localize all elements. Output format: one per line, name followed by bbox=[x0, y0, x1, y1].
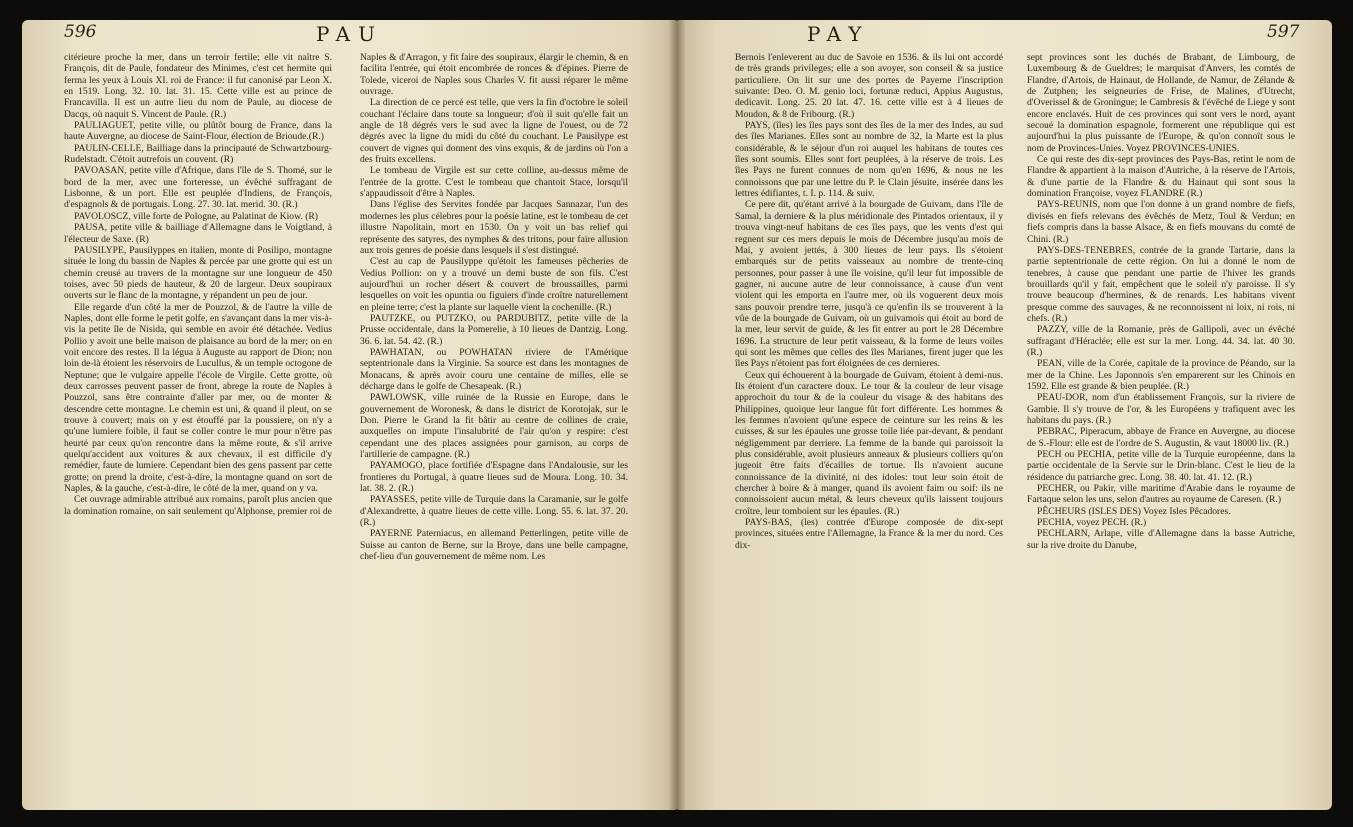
entry-paragraph: PAVOLOSCZ, ville forte de Pologne, au Palatinat de Kiow. (R) bbox=[74, 210, 318, 222]
entry-paragraph: PAYS-BAS, (les) contrée d'Europe composée de dix-sept provinces, situées entre l'Allemagne, la France & la mer du nord. Ces dix- bbox=[735, 517, 1003, 551]
entry-paragraph: PECH ou PECHIA, petite ville de la Turquie européenne, dans la partie occidentale de la Servie sur le Drin-blanc. C'est le lieu de la résidence du patriarche grec. Long. 38. 40. lat. 41. 12. (R.) bbox=[1027, 449, 1295, 483]
entry-paragraph: PAYERNE Paterniacus, en allemand Petterlingen, petite ville de Suisse au canton de Berne, sur la Broye, dans une belle campagne, chef-lieu d'un gouvernement de même nom. Les bbox=[360, 528, 628, 563]
entry-paragraph: PECHER, ou Pakir, ville maritime d'Arabie dans le royaume de Fartaque selon les uns, selon d'autres au royaume de Caresen. (R.) bbox=[1027, 483, 1295, 506]
entry-paragraph: PAYS-REUNIS, nom que l'on donne à un grand nombre de fiefs, divisés en fiefs relevans des évêchés de Metz, Toul & Verdun; en fiefs compris dans la basse Alsace, & en fiefs mouvans du comté de Chini. (R.) bbox=[1027, 199, 1295, 245]
entry-paragraph: Le tombeau de Virgile est sur cette colline, au-dessus même de l'entrée de la grotte. C'est le tombeau que chantoit Stace, lorsqu'il s'appaudissoit d'être à Naples. bbox=[360, 165, 628, 200]
right-page-number: 597 bbox=[1267, 22, 1300, 42]
left-column-2 bbox=[360, 52, 628, 562]
entry-paragraph: PAZZY, ville de la Romanie, près de Gallipoli, avec un évêché suffragant d'Héraclée; elle est sur la mer. Long. 44. 34. lat. 40 30. (R.) bbox=[1027, 324, 1295, 358]
entry-paragraph: PAUSA, petite ville & bailliage d'Allemagne dans le Voigtland, à l'électeur de Saxe. (R) bbox=[64, 222, 332, 245]
entry-paragraph: PAYS-DES-TENEBRES, contrée de la grande Tartarie, dans la partie septentrionale de cette région. On lui a donné le nom de tenebres, à cause que pendant une partie de l'hiver les grands brouillards qu'il y fait, empêchent que le soleil n'y paroisse. Il s'y trouve beaucoup d'hermines, & de renards. Les habitans vivent presque comme des sauvages, & ne reconnoissent ni loix, ni rois, ni chefs. (R.) bbox=[1027, 244, 1295, 324]
right-running-head bbox=[677, 22, 1332, 50]
book-gutter bbox=[668, 20, 686, 810]
entry-paragraph: Ce pere dit, qu'étant arrivé à la bourgade de Guivam, dans l'île de Samal, la derniere & la plus méridionale des Pintados orientaux, il y trouva vingt-neuf habitans de ces îles pays, que les vents d'est qui regnent sur ces mers depuis le mois de Décembre jusqu'au mois de Mai, y avoient jettés, à 300 lieues de leur pays. Ils s'étoient embarqués sur de petits vaisseaux au nombre de trente-cinq personnes, pour passer à une île voisine, qu'il leur fut impossible de gagner, ni aucune autre de leur connoissance, à cause d'un vent violent qui les emporta en l'autre mer, où ils voguerent deux mois sans pouvoir prendre terre, jusqu'à ce qu'enfin ils se trouverent à la vûe de la bourgade de Guivam, où un guivamois qui étoit au bord de la mer, leur servit de guide, & les fit entrer au port le 28 Décembre 1696. La structure de leur petit vaisseau, & la forme de leurs voiles qui sont les mêmes que celles des îles Marianes, firent juger que les îles Pays n'étoient pas fort éloignées de ces dernieres. bbox=[735, 199, 1003, 370]
entry-paragraph: PÊCHEURS (ISLES DES) Voyez Isles Pêcadores. bbox=[1037, 505, 1231, 517]
entry-paragraph: Dans l'église des Servites fondée par Jacques Sannazar, l'un des modernes les plus célebres pour la poésie latine, est le tombeau de cet illustre Napolitain, mort en 1530. On y voit un bas relief qui représente des satyres, des nymphes & des tritons, pour faire allusion aux trois genres de poésie dans lesquels il s'est distingué. bbox=[360, 199, 628, 256]
entry-paragraph: PAWHATAN, ou POWHATAN riviere de l'Amérique septentrionale dans la Virginie. Sa source est dans les montagnes de Monacans, & après avoir couru une centaine de milles, elle se décharge dans le golfe de Chesapeak. (R.) bbox=[360, 346, 628, 392]
entry-paragraph: Bernois l'enleverent au duc de Savoie en 1536. & ils lui ont accordé de très grands privileges; elle a son avoyer, son conseil & sa justice particuliere. On lit sur une des portes de Payerne l'inscription suivante: Deo. O. M. genio loci, fortunæ reduci, Appius Augustus, dedicavit. Long. 25. 20 lat. 47. 16. cette ville est à 4 lieues de Moudon, & 8 de Fribourg. (R.) bbox=[735, 52, 1003, 120]
entry-paragraph: PAYS, (îles) les îles pays sont des îles de la mer des Indes, au sud des îles Marianes. Elles sont au nombre de 32, la Marte est la plus considérable, & le séjour d'un roi auquel les habitans de toutes ces îles sont soumis. Elles sont fort peuplées, à la réserve de trois. Les îles Pays ne furent connues de nom qu'en 1696, & nous ne les connoissons que par une lettre du P. le Clain jésuite, insérée dans les lettres édifiantes, t. I. p. 114. & suiv. bbox=[735, 120, 1003, 200]
entry-paragraph: Elle regarde d'un côté la mer de Pouzzol, & de l'autre la ville de Naples, dont elle forme le petit golfe, en s'avançant dans la mer vis-à-vis la petite île de Nisida, qui semble en avoir été détachée. Vedius Pollio y avoit une belle maison de plaisance au bord de la mer; on en voit encore des restes. Il la légua à Auguste au rapport de Dion; non loin de-là étoient les réservoirs de Lucullus, & un temple octogone de Neptune; que le vulgaire appelle l'école de Virgile. Cette grotte, où deux carrosses peuvent passer de front, abrege la route de Naples à Pouzzol, sans être contrainte d'aller par mer, ou de monter & descendre cette montagne. Le chemin est uni, & quand il pleut, on se trouve à couvert; mais on y est étouffé par la poussiere, on n'y a qu'une lumiere foible, il faut se coller contre le mur pour n'être pas heurté par ceux qu'on rencontre dans la même route, & s'il arrive quelqu'accident aux voitures & aux chevaux, il est difficile d'y remédier, faute de lumiere. Cependant bien des gens passent par cette grotte; on prend la droite, c'est-à-dire, la montagne quand on sort de Naples, & la gauche, c'est-à-dire, le côté de la mer, quand on y va. bbox=[64, 301, 332, 495]
right-header-title: PAY bbox=[807, 22, 870, 46]
left-running-head bbox=[0, 22, 677, 50]
entry-paragraph: PEAN, ville de la Corée, capitale de la province de Péando, sur la mer de la Chine. Les Japonnois s'en emparerent sur les Chinois en 1592. Elle est grande & bien peuplée. (R.) bbox=[1027, 358, 1295, 392]
entry-paragraph: PECHLARN, Arlape, ville d'Allemagne dans la basse Autriche, sur la rive droite du Danube, bbox=[1027, 528, 1295, 551]
entry-paragraph: Cet ouvrage admirable attribué aux romains, paroît plus ancien que la domination romaine, on sait seulement qu'Alphonse, premier roi de bbox=[64, 494, 332, 517]
entry-paragraph: PAUTZKE, ou PUTZKO, ou PARDUBITZ, petite ville de la Prusse occidentale, dans la Pomerelie, à 10 lieues de Dantzig. Long. 36. 6. lat. 54. 42. (R.) bbox=[360, 312, 628, 347]
entry-paragraph: PAULIN-CELLE, Bailliage dans la principauté de Schwartzbourg-Rudelstadt. C'étoit autrefois un couvent. (R) bbox=[64, 142, 332, 166]
left-header-title: PAU bbox=[316, 22, 383, 46]
entry-paragraph: PAUSILYPE, Pausilyppes en italien, monte di Posilipo, montagne située le long du bassin de Naples & percée par une grotte qui est un chemin creusé au travers de la montagne sur une longueur de 450 toises, avec 50 pieds de hauteur, & 20 de largeur. Deux soupiraux ouverts sur le flanc de la montagne, y répandent un peu de jour. bbox=[64, 244, 332, 302]
entry-paragraph: Naples & d'Arragon, y fit faire des soupiraux, élargir le chemin, & en facilita l'entrée, qui étoit encombrée de ronces & d'épines. Pierre de Tolede, viceroi de Naples sous Charles V. fit aussi réparer le même ouvrage. bbox=[360, 52, 628, 98]
right-column-2 bbox=[1027, 52, 1295, 551]
left-page-number: 596 bbox=[64, 22, 97, 42]
entry-paragraph: PAULIAGUET, petite ville, ou plûtôt bourg de France, dans la haute Auvergne, au diocese de Saint-Flour, élection de Brioude.(R.) bbox=[64, 120, 332, 143]
entry-paragraph: PEBRAC, Piperacum, abbaye de France en Auvergne, au diocese de S.-Flour: elle est de l'ordre de S. Augustin, & vaut 18000 liv. (R.) bbox=[1027, 426, 1295, 449]
entry-paragraph: C'est au cap de Pausilyppe qu'étoit les fameuses pêcheries de Vedius Pollion: on y a trouvé un demi buste de son fils. C'est aujourd'hui un rocher désert & couvert de broussailles, parmi lesquelles on voit les opuntia ou figuiers d'inde croître naturellement en pleine terre; c'est la plante sur laquelle vient la cochenille. (R.) bbox=[360, 256, 628, 313]
entry-paragraph: PAYASSES, petite ville de Turquie dans la Caramanie, sur le golfe d'Alexandrette, à quatre lieues de cette ville. Long. 55. 6. lat. 37. 20. (R.) bbox=[360, 494, 628, 529]
right-column-1 bbox=[735, 52, 1003, 551]
entry-paragraph: sept provinces sont les duchés de Brabant, de Limbourg, de Luxembourg & de Gueldres; le marquisat d'Anvers, les comtés de Flandre, d'Artois, de Hainaut, de Hollande, de Namur, de Zélande & de Zutphen; les seigneuries de Frise, de Malines, d'Utrecht, d'Overissel & de Groningue; le Cambresis & l'évêché de Liege y sont encore enclavés. Huit de ces provinces qui sont vers le nord, ayant secoué la domination espagnole, formerent une république qui est aujourd'hui la plus puissante de l'Europe, & qu'on connoît sous le nom de Provinces-Unies. Voyez PROVINCES-UNIES. bbox=[1027, 52, 1295, 154]
entry-paragraph: PECHIA, voyez PECH. (R.) bbox=[1037, 517, 1147, 529]
entry-paragraph: Ceux qui échouerent à la bourgade de Guivam, étoient à demi-nus. Ils étoient d'un caractere doux. Le tour & la couleur de leur visage approchoit du tour & de la couleur du visage & des habitans des Philippines, quoique leur langue fût fort différente. Les hommes & les femmes n'avoient qu'une espece de ceinture sur les reins & les cuisses, & sur les épaules une grosse toile liée par-devant, & pendant négligemment par derriere. La femme de la bande qui paroissoit la plus considérable, avoit plusieurs anneaux & plusieurs colliers qu'on jugeoit être faits d'écailles de tortue. Ils n'avoient aucune connoissance de la divinité, ni des idoles: tout leur soin étoit de chercher à boire & à manger, quand ils avoient faim ou soif: ils ne connoissoient aucun métal, & leurs cheveux qu'ils laissent toujours croître, leur tomboient sur les épaules. (R.) bbox=[735, 369, 1003, 517]
entry-paragraph: PEAU-DOR, nom d'un établissement François, sur la riviere de Gambie. Il s'y trouve de l'or, & les Européens y trafiquent avec les habitans du pays. (R.) bbox=[1027, 392, 1295, 426]
entry-paragraph: Ce qui reste des dix-sept provinces des Pays-Bas, retint le nom de Flandre & appartient à la maison d'Autriche, à la réserve de l'Artois, & d'une partie de la Flandre & du Hainaut qui sont sous la domination Françoise, voyez FLANDRE (R.) bbox=[1027, 154, 1295, 200]
entry-paragraph: PAYAMOGO, place fortifiée d'Espagne dans l'Andalousie, sur les frontieres du Portugal, à quatre lieues sud de Moura. Long. 10. 34. lat. 38. 2. (R.) bbox=[360, 460, 628, 495]
entry-paragraph: La direction de ce percé est telle, que vers la fin d'octobre le soleil couchant l'éclaire dans toute sa longueur; d'où il suit qu'elle fait un angle de 18 dégrés vers le sud avec la ligne de l'ouest, ou de 72 dégrés avec la ligne du midi du côté du couchant. Le Pausilype est couvert de vignes qui donnent des vins exquis, & de jardins où l'on a des fruits excellens. bbox=[360, 97, 628, 166]
left-column-1 bbox=[64, 52, 332, 517]
entry-paragraph: PAVOASAN, petite ville d'Afrique, dans l'île de S. Thomé, sur le bord de la mer, avec une forteresse, un évêché suffragant de Lisbonne, & un port. Elle est peuplée d'Indiens, de François, d'espagnols & de portugais. Long. 27. 30. lat. merid. 30. (R.) bbox=[64, 165, 332, 211]
entry-paragraph: PAWLOWSK, ville ruinée de la Russie en Europe, dans le gouvernement de Woronesk, & dans le district de Korotojak, sur le Don. Pierre le Grand la fit bâtir au centre de collines de craie, auxquelles on impute l'insalubrité de l'air qu'on y respire: c'est cependant une des places assignées pour garnison, au corps de l'artillerie de campagne. (R.) bbox=[360, 392, 628, 461]
entry-paragraph: citérieure proche la mer, dans un terroir fertile; elle vit naître S. François, dit de Paule, fondateur des Minimes, c'est cet hermite qui ferma les yeux à Louis XI. roi de France: il fut canonisé par Leon X. en 1519. Long. 32. 10. lat. 31. 15. Cette ville est au prince de Francavilla. Il est un autre lieu du nom de Paule, au diocese de Dacqs, où naquit S. Vincent de Paule. (R.) bbox=[64, 52, 332, 120]
